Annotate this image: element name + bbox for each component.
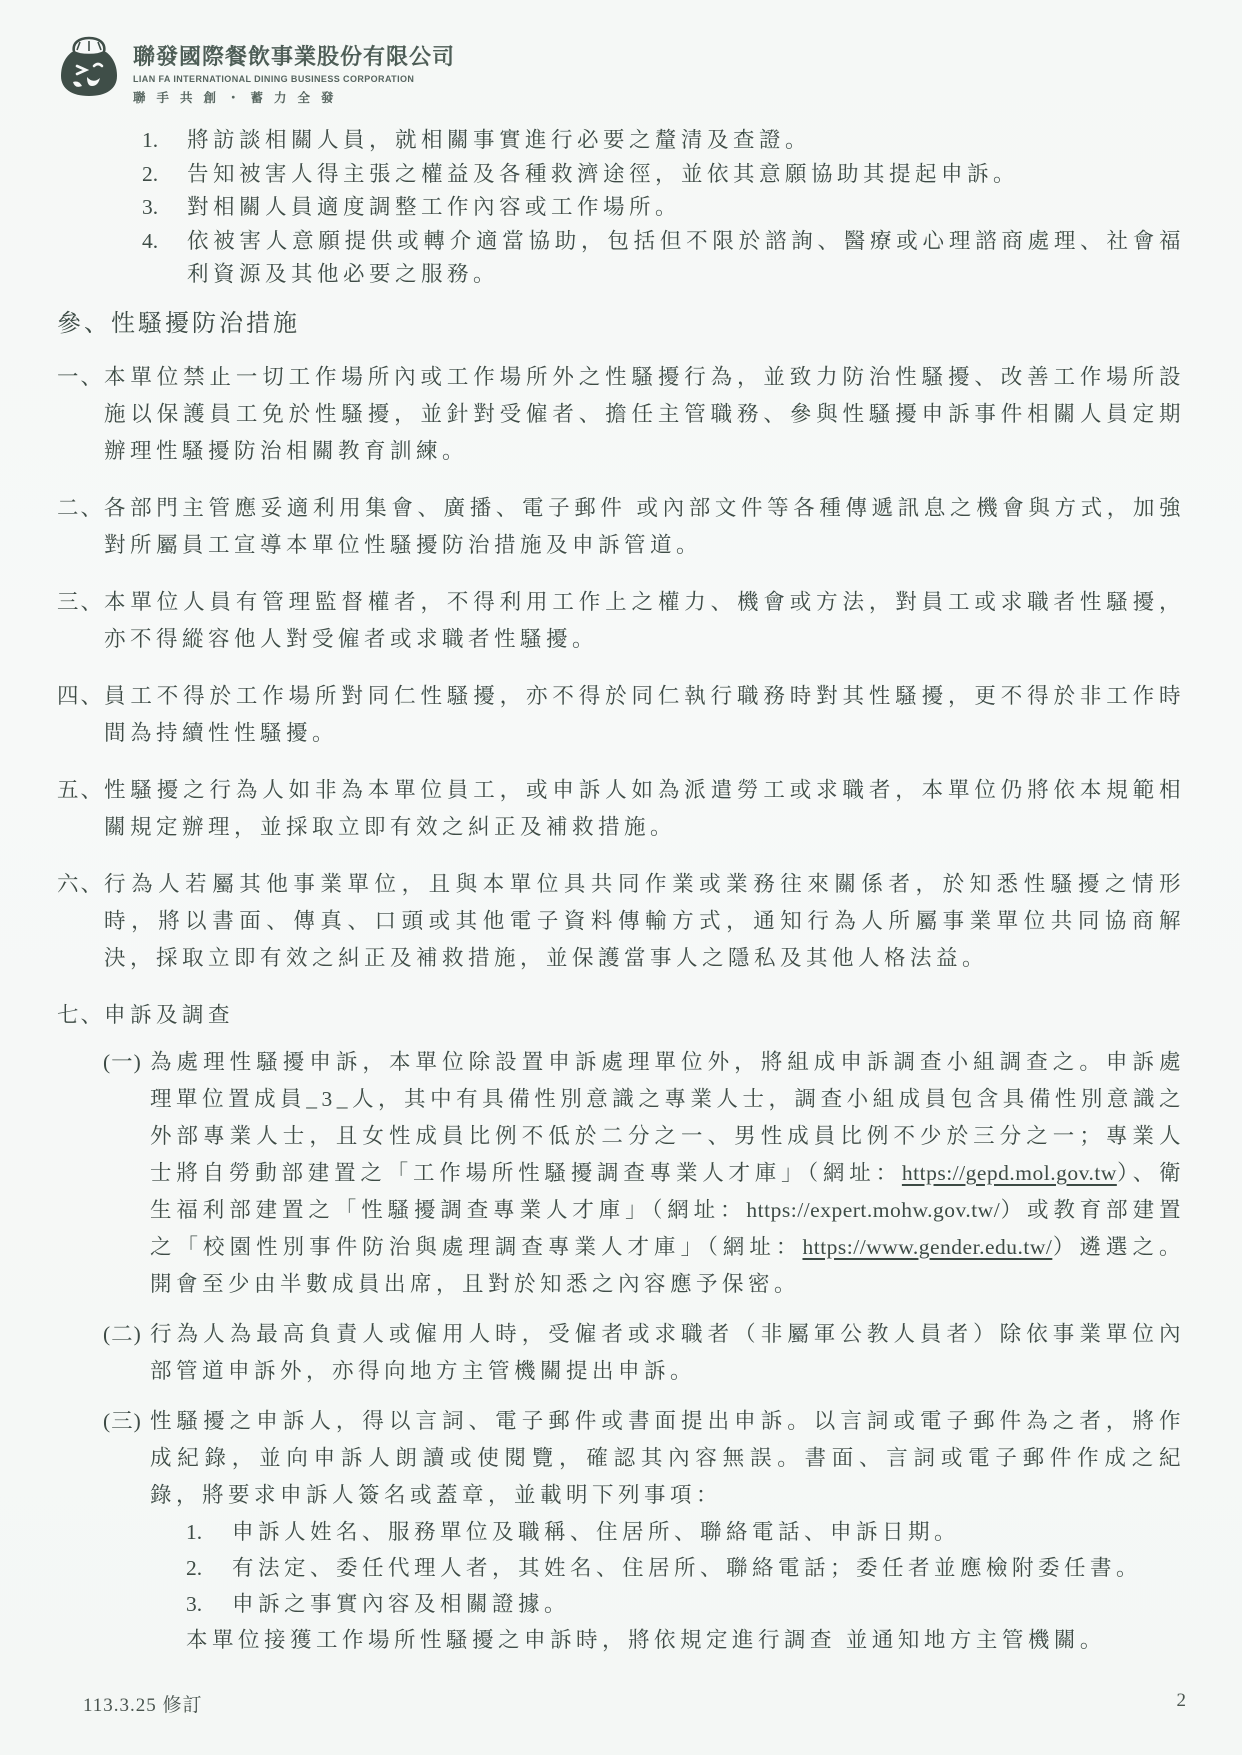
subclause-row xyxy=(103,1403,1185,1658)
company-name: 聯發國際餐飲事業股份有限公司 xyxy=(133,44,456,69)
subclause-text: 行為人為最高負責人或僱用人時，受僱者或求職者（非屬軍公教人員者）除依事業單位內部管道申訴外，亦得向地方主管機關提出申訴。 xyxy=(150,1321,1185,1383)
intro-list xyxy=(142,124,1185,292)
page-footer xyxy=(83,1690,1187,1717)
letterhead-text xyxy=(133,34,455,106)
section-title: 參、性騷擾防治措施 xyxy=(57,310,300,337)
subclause-segment: 為處理性騷擾申訴，本單位除設置申訴處理單位外，將組成申訴調查小組調查之。申訴處理單位置成員_3_人，其中有具備性別意識之專業人士，調查小組成員包含具備性別意識之外部專業人士，且女性成員比例不低於二分之一、男性成員比例不少於三分之一；專業人士將自勞動部建置之「工作場所性騷擾調查專業人才庫」（網址： xyxy=(150,1049,1185,1185)
clause-row xyxy=(57,997,1185,1034)
item-number: 2. xyxy=(142,161,159,186)
clause-row xyxy=(57,490,1185,564)
url-link: https://expert.mohw.gov.tw/ xyxy=(746,1197,1001,1222)
clause-number: 五、 xyxy=(57,777,105,802)
revision-note: 113.3.25 修訂 xyxy=(83,1695,203,1716)
clause-row xyxy=(57,866,1185,977)
item-text: 對相關人員適度調整工作內容或工作場所。 xyxy=(187,195,682,219)
item-text: 告知被害人得主張之權益及各種救濟途徑，並依其意願協助其提起申訴。 xyxy=(187,161,1020,186)
item-text: 有法定、委任代理人者，其姓名、住居所、聯絡電話；委任者並應檢附委任書。 xyxy=(232,1555,1143,1580)
clause-row xyxy=(57,678,1185,752)
subclause-row xyxy=(103,1044,1185,1303)
list-item xyxy=(142,158,1185,192)
item-number: 1. xyxy=(186,1519,203,1544)
subclause-text xyxy=(150,1403,1185,1658)
item-text: 申訴人姓名、服務單位及職稱、住居所、聯絡電話、申訴日期。 xyxy=(232,1519,961,1544)
inner-item xyxy=(186,1550,1185,1586)
list-item xyxy=(142,225,1185,292)
subclause-segment: 性騷擾之申訴人，得以言詞、電子郵件或書面提出申訴。以言詞或電子郵件為之者，將作成紀錄，並向申訴人朗讀或使閱覽，確認其內容無誤。書面、言詞或電子郵件作成之紀錄，將要求申訴人簽名或蓋章，並載明下列事項： xyxy=(150,1408,1185,1507)
url-link: https://www.gender.edu.tw/ xyxy=(802,1234,1053,1259)
clause-row xyxy=(57,359,1185,470)
clause-number: 二、 xyxy=(57,495,105,520)
clause-text: 性騷擾之行為人如非為本單位員工，或申訴人如為派遣勞工或求職者，本單位仍將依本規範相關規定辦理，並採取立即有效之糾正及補救措施。 xyxy=(104,777,1185,839)
item-text: 將訪談相關人員，就相關事實進行必要之釐清及查證。 xyxy=(187,128,812,152)
clause-row xyxy=(57,584,1185,658)
inner-item xyxy=(186,1514,1185,1550)
inner-list xyxy=(186,1514,1185,1622)
item-number: 1. xyxy=(142,128,159,152)
item-number: 2. xyxy=(186,1555,203,1580)
clause-row xyxy=(57,772,1185,846)
closing-note: 本單位接獲工作場所性騷擾之申訴時，將依規定進行調查 並通知地方主管機關。 xyxy=(186,1627,1106,1652)
clause-text: 各部門主管應妥適利用集會、廣播、電子郵件 或內部文件等各種傳遞訊息之機會與方式，加強對所屬員工宣導本單位性騷擾防治措施及申訴管道。 xyxy=(104,495,1185,557)
letterhead xyxy=(57,34,1185,130)
subclause-segment: ）或教育部建置之「校園性別事件防治與處理調查專業人才庫」（網址： xyxy=(150,1197,1185,1259)
subclause-row xyxy=(103,1316,1185,1390)
clause-text: 申訴及調查 xyxy=(104,1002,235,1027)
clause-number: 六、 xyxy=(57,871,105,896)
subclause-marker: (一) xyxy=(103,1049,142,1074)
clause-number: 四、 xyxy=(57,683,105,708)
subclause-marker: (二) xyxy=(103,1321,142,1346)
document-body xyxy=(57,124,1185,1658)
subclause-segment: ）、衛生福利部建置之「性騷擾調查專業人才庫」（網址： xyxy=(150,1160,1185,1222)
item-number: 3. xyxy=(186,1591,203,1616)
clause-list xyxy=(57,359,1185,1034)
company-slogan: 聯手共創・蓄力全發 xyxy=(133,91,345,105)
clause-number: 一、 xyxy=(57,364,105,389)
subclause-marker: (三) xyxy=(103,1408,142,1433)
clause-number: 七、 xyxy=(57,1002,105,1027)
item-text: 申訴之事實內容及相關證據。 xyxy=(232,1591,571,1616)
clause-text: 本單位人員有管理監督權者，不得利用工作上之權力、機會或方法，對員工或求職者性騷擾，亦不得縱容他人對受僱者或求職者性騷擾。 xyxy=(104,589,1185,651)
item-number: 3. xyxy=(142,195,159,219)
clause-text: 員工不得於工作場所對同仁性騷擾，亦不得於同仁執行職務時對其性騷擾，更不得於非工作時間為持續性性騷擾。 xyxy=(104,683,1185,745)
clause-text: 行為人若屬其他事業單位，且與本單位具共同作業或業務往來關係者，於知悉性騷擾之情形時，將以書面、傳真、口頭或其他電子資料傳輸方式，通知行為人所屬事業單位共同協商解決，採取立即有效之糾正及補救措施，並保護當事人之隱私及其他人格法益。 xyxy=(104,871,1185,970)
jar-mascot-logo-icon xyxy=(57,36,121,98)
url-link: https://gepd.mol.gov.tw xyxy=(901,1160,1117,1185)
clause-number: 三、 xyxy=(57,589,105,614)
list-item xyxy=(142,191,1185,225)
item-number: 4. xyxy=(142,228,159,253)
subclause-text xyxy=(150,1044,1185,1303)
clause-text: 本單位禁止一切工作場所內或工作場所外之性騷擾行為，並致力防治性騷擾、改善工作場所設施以保護員工免於性騷擾，並針對受僱者、擔任主管職務、參與性騷擾申訴事件相關人員定期辦理性騷擾防治相關教育訓練。 xyxy=(104,364,1185,463)
subclause-segment: ）遴選之。開會至少由半數成員出席，且對於知悉之內容應予保密。 xyxy=(150,1234,1185,1296)
company-name-en: LIAN FA INTERNATIONAL DINING BUSINESS CORPORATION xyxy=(133,74,415,84)
item-text: 依被害人意願提供或轉介適當協助，包括但不限於諮詢、醫療或心理諮商處理、社會福利資源及其他必要之服務。 xyxy=(187,228,1185,286)
page-number: 2 xyxy=(1176,1690,1187,1711)
list-item xyxy=(142,124,1185,158)
inner-item xyxy=(186,1586,1185,1622)
